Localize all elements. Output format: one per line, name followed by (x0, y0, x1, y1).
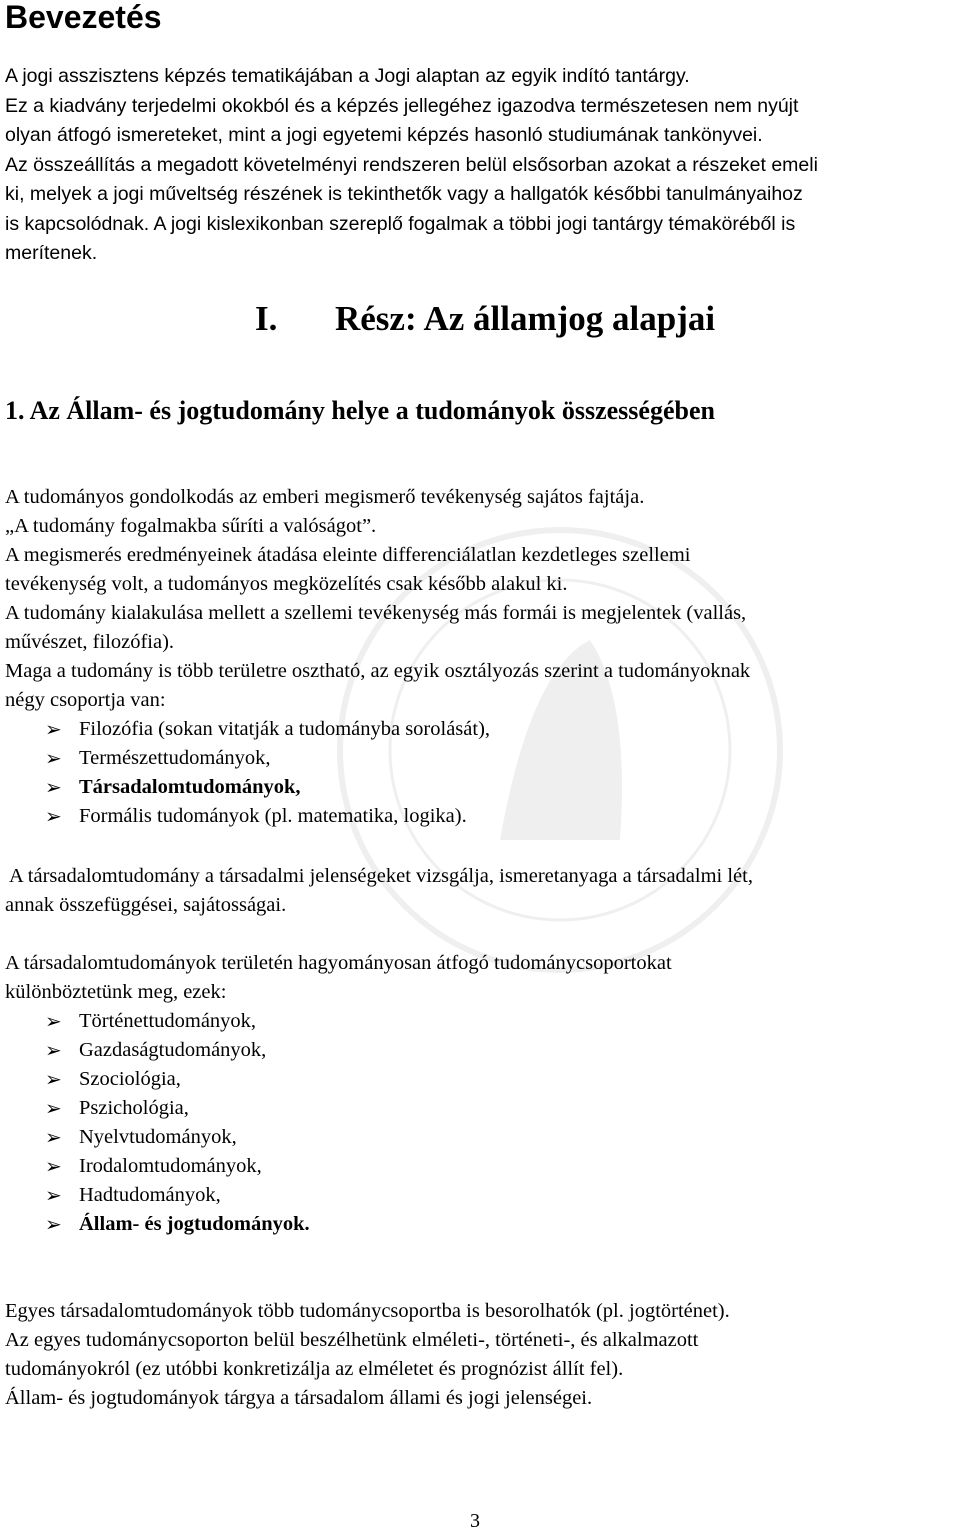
intro-line: Az összeállítás a megadott követelményi rendszeren belül elsősorban azokat a részeket emeli (5, 153, 818, 176)
arrow-bullet-icon: ➢ (45, 746, 62, 770)
part-title (255, 296, 715, 342)
intro-line: merítenek. (5, 242, 98, 264)
list-item-text: Formális tudományok (pl. matematika, logika). (79, 805, 467, 827)
intro-line: ki, melyek a jogi műveltség részének is tekinthetők vagy a hallgatók későbbi tanulmányaihoz (5, 183, 803, 205)
list-item (5, 1007, 955, 1036)
paragraph-line: különböztetünk meg, ezek: (5, 981, 227, 1003)
paragraph-line: „A tudomány fogalmakba sűríti a valóságot”. (5, 515, 377, 537)
paragraph-line: Állam- és jogtudományok tárgya a társadalom állami és jogi jelenségei. (5, 1387, 593, 1409)
section-title: 1. Az Állam- és jogtudomány helye a tudományok összességében (5, 396, 715, 425)
paragraph-line: annak összefüggései, sajátosságai. (5, 894, 287, 916)
arrow-bullet-icon: ➢ (45, 1096, 62, 1120)
list-item-text: Társadalomtudományok, (79, 776, 301, 798)
intro-line: A jogi asszisztens képzés tematikájában a Jogi alaptan az egyik indító tantárgy. (5, 65, 690, 87)
paragraph-block-1 (5, 483, 955, 831)
list-item-text: Nyelvtudományok, (79, 1126, 237, 1148)
list-item-text: Filozófia (sokan vitatják a tudományba sorolását), (79, 718, 491, 740)
list-item-text: Irodalomtudományok, (79, 1155, 262, 1177)
intro-line: is kapcsolódnak. A jogi kislexikonban szereplő fogalmak a többi jogi tantárgy témaköréből is (5, 212, 796, 235)
list-item-text: Gazdaságtudományok, (79, 1039, 267, 1061)
part-title-text: Rész: Az államjog alapjai (335, 299, 716, 338)
part-number: I. (255, 299, 278, 338)
list-item-text: Pszichológia, (79, 1097, 189, 1119)
intro-line: Ez a kiadvány terjedelmi okokból és a képzés jellegéhez igazodva természetesen nem nyújt (5, 94, 799, 117)
list-item-text: Állam- és jogtudományok. (79, 1213, 310, 1235)
paragraph-line: A megismerés eredményeinek átadása eleinte differenciálatlan kezdetleges szellemi (5, 544, 691, 566)
paragraph-line: A tudomány kialakulása mellett a szellemi tevékenység más formái is megjelentek (vallás, (5, 602, 747, 624)
paragraph-line: tudományokról (ez utóbbi konkretizálja az elméletet és prognózist állít fel). (5, 1358, 624, 1380)
paragraph-block-3 (5, 949, 955, 1239)
list-item-text: Hadtudományok, (79, 1184, 221, 1206)
arrow-bullet-icon: ➢ (45, 1125, 62, 1149)
list-item-text: Természettudományok, (79, 747, 271, 769)
list-item (5, 1065, 955, 1094)
paragraph-line: A tudományos gondolkodás az emberi megismerő tevékenység sajátos fajtája. (5, 486, 645, 508)
list-item (5, 1181, 955, 1210)
paragraph-line: tevékenység volt, a tudományos megközelítés csak később alakul ki. (5, 573, 568, 595)
paragraph-line: Egyes társadalomtudományok több tudománycsoportba is besorolhatók (pl. jogtörténet). (5, 1300, 730, 1322)
arrow-bullet-icon: ➢ (45, 1067, 62, 1091)
paragraph-line: A társadalomtudomány a társadalmi jelenségeket vizsgálja, ismeretanyaga a társadalmi lét, (5, 865, 753, 887)
science-groups-list (5, 715, 955, 831)
paragraph-block-2 (5, 862, 955, 920)
list-item (5, 744, 955, 773)
paragraph-line: négy csoportja van: (5, 689, 166, 711)
list-item (5, 1210, 955, 1239)
arrow-bullet-icon: ➢ (45, 775, 62, 799)
intro-paragraph (5, 62, 955, 269)
list-item (5, 1123, 955, 1152)
list-item (5, 802, 955, 831)
paragraph-block-4 (5, 1297, 955, 1413)
list-item-text: Történettudományok, (79, 1010, 257, 1032)
arrow-bullet-icon: ➢ (45, 717, 62, 741)
arrow-bullet-icon: ➢ (45, 1154, 62, 1178)
arrow-bullet-icon: ➢ (45, 804, 62, 828)
paragraph-line: Maga a tudomány is több területre osztható, az egyik osztályozás szerint a tudományoknak (5, 660, 751, 682)
arrow-bullet-icon: ➢ (45, 1212, 62, 1236)
intro-line: olyan átfogó ismereteket, mint a jogi egyetemi képzés hasonló studiumának tankönyvei. (5, 124, 763, 146)
arrow-bullet-icon: ➢ (45, 1183, 62, 1207)
arrow-bullet-icon: ➢ (45, 1038, 62, 1062)
paragraph-line: Az egyes tudománycsoporton belül beszélhetünk elméleti-, történeti-, és alkalmazott (5, 1329, 699, 1351)
list-item (5, 1152, 955, 1181)
list-item (5, 1036, 955, 1065)
list-item (5, 715, 955, 744)
list-item-text: Szociológia, (79, 1068, 181, 1090)
paragraph-line: művészet, filozófia). (5, 631, 175, 653)
list-item (5, 1094, 955, 1123)
page-heading: Bevezetés (5, 0, 162, 35)
paragraph-line: A társadalomtudományok területén hagyományosan átfogó tudománycsoportokat (5, 952, 672, 974)
social-sciences-list (5, 1007, 955, 1239)
page-number: 3 (470, 1510, 480, 1532)
arrow-bullet-icon: ➢ (45, 1009, 62, 1033)
list-item (5, 773, 955, 802)
